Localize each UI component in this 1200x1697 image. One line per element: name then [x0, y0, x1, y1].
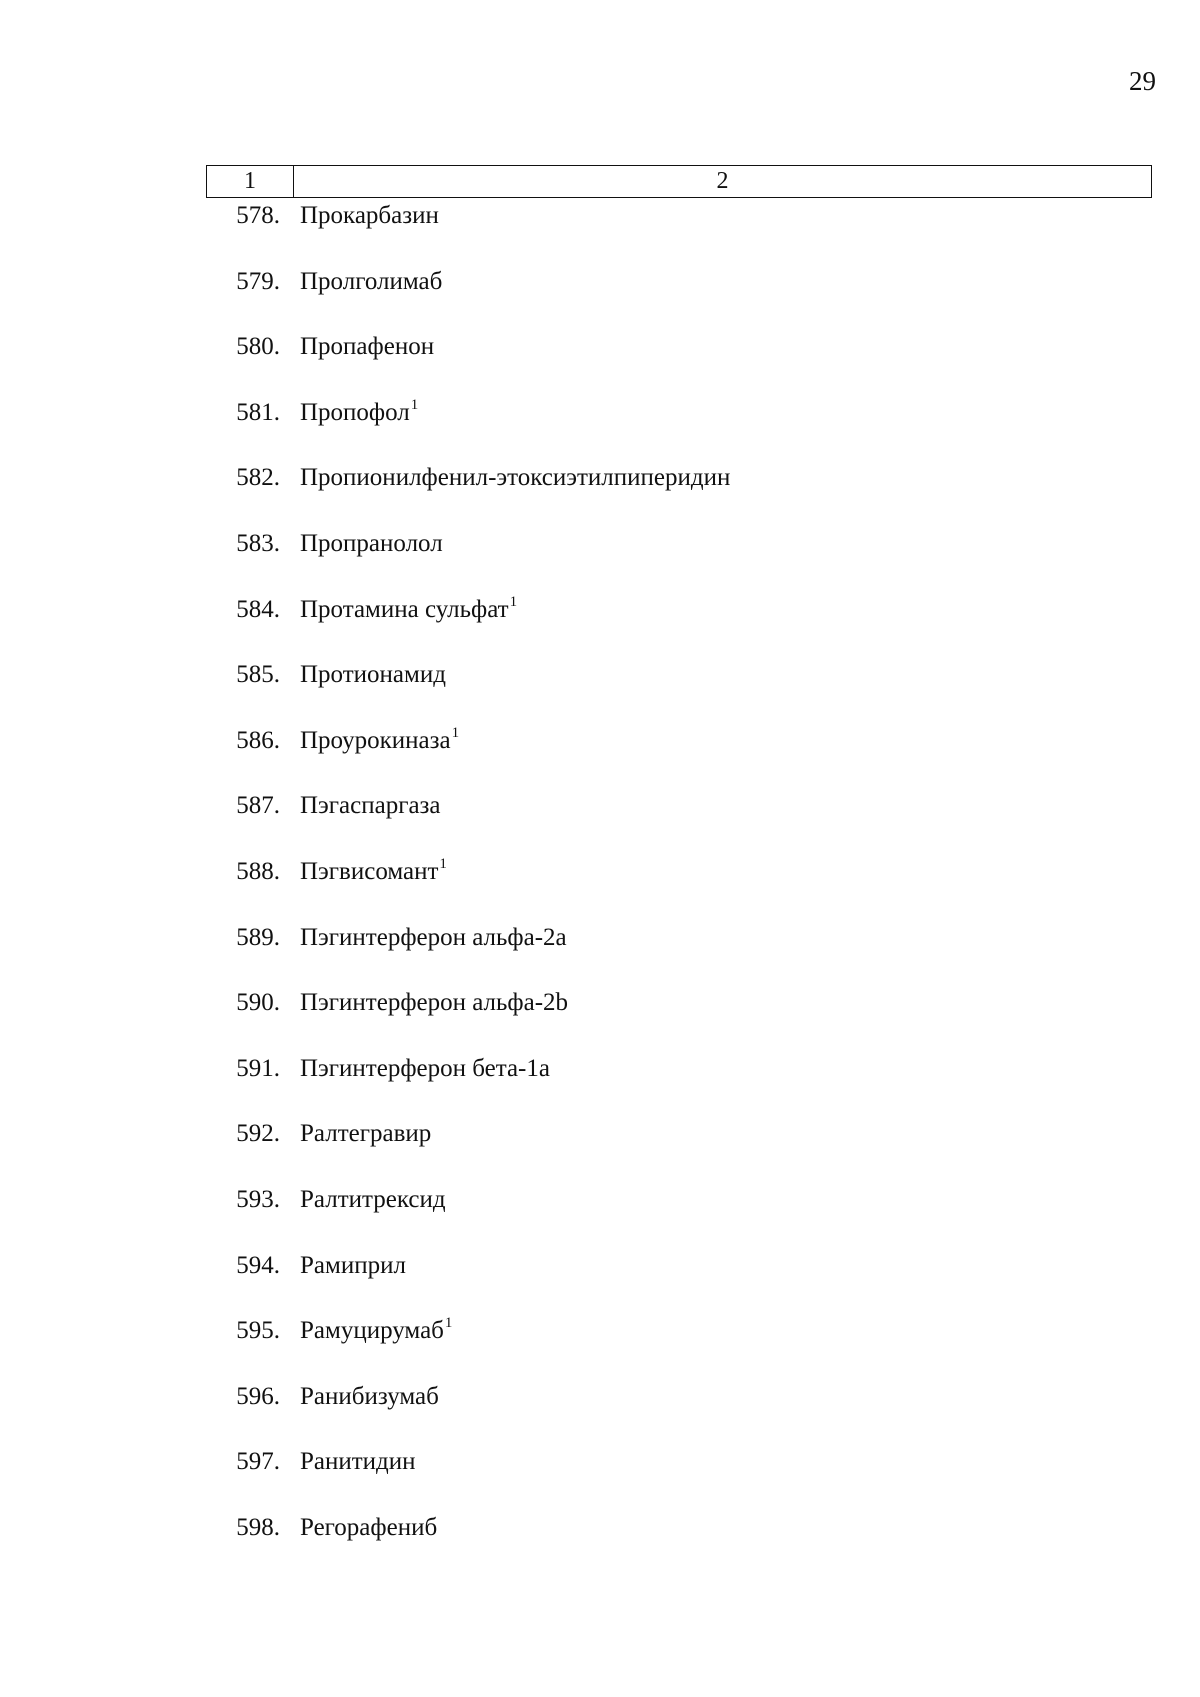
drug-list [0, 198, 1200, 1575]
row-number: 589. [236, 923, 280, 951]
table-row [0, 460, 1200, 526]
table-row [0, 788, 1200, 854]
table-row [0, 723, 1200, 789]
table-row [0, 1116, 1200, 1182]
row-number: 596. [236, 1382, 280, 1410]
drug-name: Ранибизумаб [300, 1382, 439, 1410]
row-number: 580. [236, 333, 280, 361]
footnote-marker: 1 [509, 593, 518, 610]
row-number: 581. [236, 398, 280, 426]
drug-name: Пропранолол [300, 529, 443, 557]
table-row [0, 1510, 1200, 1576]
row-number: 591. [236, 1054, 280, 1082]
page-number: 29 [1129, 66, 1156, 96]
table-row [0, 1379, 1200, 1445]
column-header-number: 1 [207, 166, 294, 197]
drug-name: Пэгвисомант$^1$ [300, 855, 447, 885]
table-row [0, 854, 1200, 920]
row-number: 587. [236, 792, 280, 820]
table-row [0, 1182, 1200, 1248]
table-row [0, 1444, 1200, 1510]
drug-name: Прокарбазин [300, 202, 439, 229]
table-row [0, 592, 1200, 658]
table-row [0, 657, 1200, 723]
drug-name: Ралтитрексид [300, 1185, 446, 1213]
drug-name: Пэгаспаргаза [300, 792, 441, 820]
drug-name: Регорафениб [300, 1513, 438, 1541]
footnote-marker: 1 [451, 724, 460, 741]
table-row [0, 1051, 1200, 1117]
drug-name: Протамина сульфат$^1$ [300, 593, 518, 623]
row-number: 586. [236, 726, 280, 754]
table-row [0, 1313, 1200, 1379]
footnote-marker: 1 [439, 855, 447, 872]
table-row [0, 198, 1200, 264]
drug-name: Ралтегравир [300, 1120, 432, 1148]
drug-name: Проурокиназа$^1$ [300, 724, 460, 754]
drug-name: Пролголимаб [300, 267, 443, 295]
drug-name: Пропафенон [300, 333, 435, 361]
drug-name: Пэгинтерферон альфа-2а [300, 923, 567, 951]
row-number: 588. [236, 857, 280, 885]
row-number: 593. [236, 1185, 280, 1213]
table-row [0, 1248, 1200, 1314]
table-row [0, 329, 1200, 395]
table-row [0, 526, 1200, 592]
row-number: 590. [236, 989, 280, 1017]
row-number: 594. [236, 1251, 280, 1279]
table-header [206, 165, 1152, 198]
drug-name: Протионамид [300, 661, 446, 689]
drug-name: Рамуцирумаб$^1$ [300, 1315, 453, 1345]
row-number: 584. [236, 595, 280, 623]
drug-name: Рамиприл [300, 1251, 406, 1279]
row-number: 598. [236, 1513, 280, 1541]
row-number: 592. [236, 1120, 280, 1148]
drug-name: Пропофол$^1$ [300, 396, 419, 426]
table-row [0, 395, 1200, 461]
drug-name: Пэгинтерферон бета-1а [300, 1054, 550, 1082]
column-header-name: 2 [716, 168, 729, 194]
footnote-marker: 1 [444, 1315, 453, 1332]
drug-name: Ранитидин [300, 1448, 416, 1476]
table-row [0, 264, 1200, 330]
row-number: 585. [236, 661, 280, 689]
row-number: 579. [236, 267, 280, 295]
table-row [0, 985, 1200, 1051]
footnote-marker: 1 [410, 396, 419, 413]
drug-name: Пэгинтерферон альфа-2b [300, 989, 569, 1017]
row-number: 595. [236, 1317, 280, 1345]
row-number: 578. [236, 202, 280, 229]
row-number: 597. [236, 1448, 280, 1476]
table-row [0, 920, 1200, 986]
drug-name: Пропионилфенил-этоксиэтилпиперидин [300, 464, 731, 492]
row-number: 583. [236, 529, 280, 557]
row-number: 582. [236, 464, 280, 492]
